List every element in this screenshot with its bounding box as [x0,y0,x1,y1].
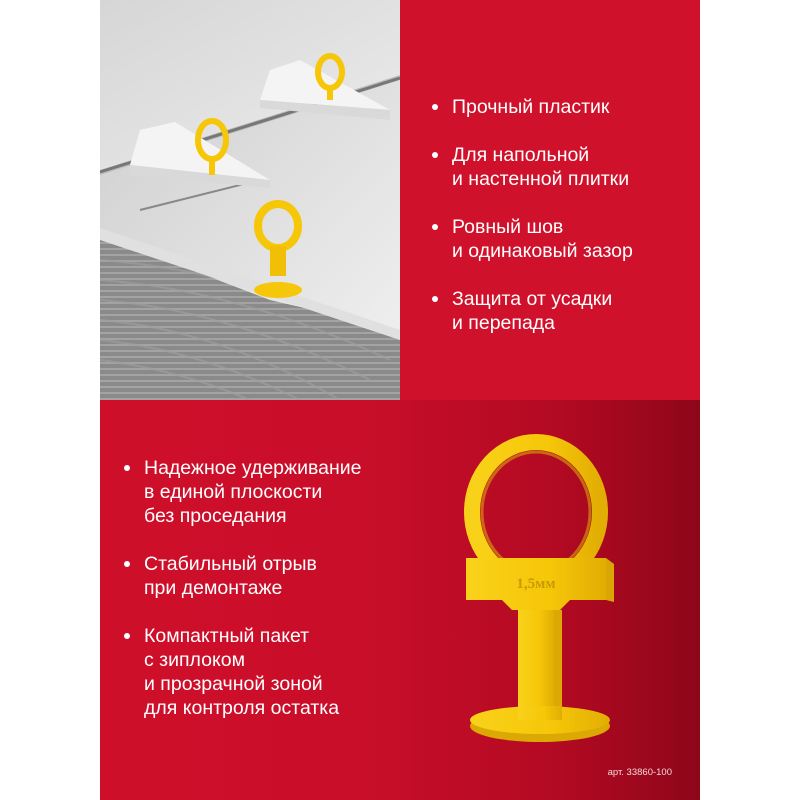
clip-size-marking: 1,5мм [516,576,556,592]
feature-strong-plastic: Прочный пластик [432,95,633,119]
tile-installation-photo [100,0,400,400]
feature-even-seam: Ровный шов и одинаковый зазор [432,215,633,263]
bullet-icon [432,296,438,302]
bullet-icon [124,633,130,639]
feature-floor-wall: Для напольной и настенной плитки [432,143,633,191]
feature-shrink-protection: Защита от усадки и перепада [432,287,633,335]
product-card [100,0,700,800]
bullet-icon [124,561,130,567]
bullet-icon [432,152,438,158]
top-feature-list [432,95,633,359]
tile-leveling-clip-image [460,430,620,750]
bullet-icon [124,465,130,471]
feature-reliable-hold: Надежное удерживание в единой плоскости без проседания [124,456,361,528]
feature-compact-pack: Компактный пакет с зиплоком и прозрачной зоной для контроля остатка [124,624,361,720]
feature-stable-break: Стабильный отрыв при демонтаже [124,552,361,600]
bottom-feature-list [124,456,361,744]
article-number: арт. 33860-100 [607,767,672,778]
bullet-icon [432,104,438,110]
bullet-icon [432,224,438,230]
bottom-panel [100,400,700,800]
